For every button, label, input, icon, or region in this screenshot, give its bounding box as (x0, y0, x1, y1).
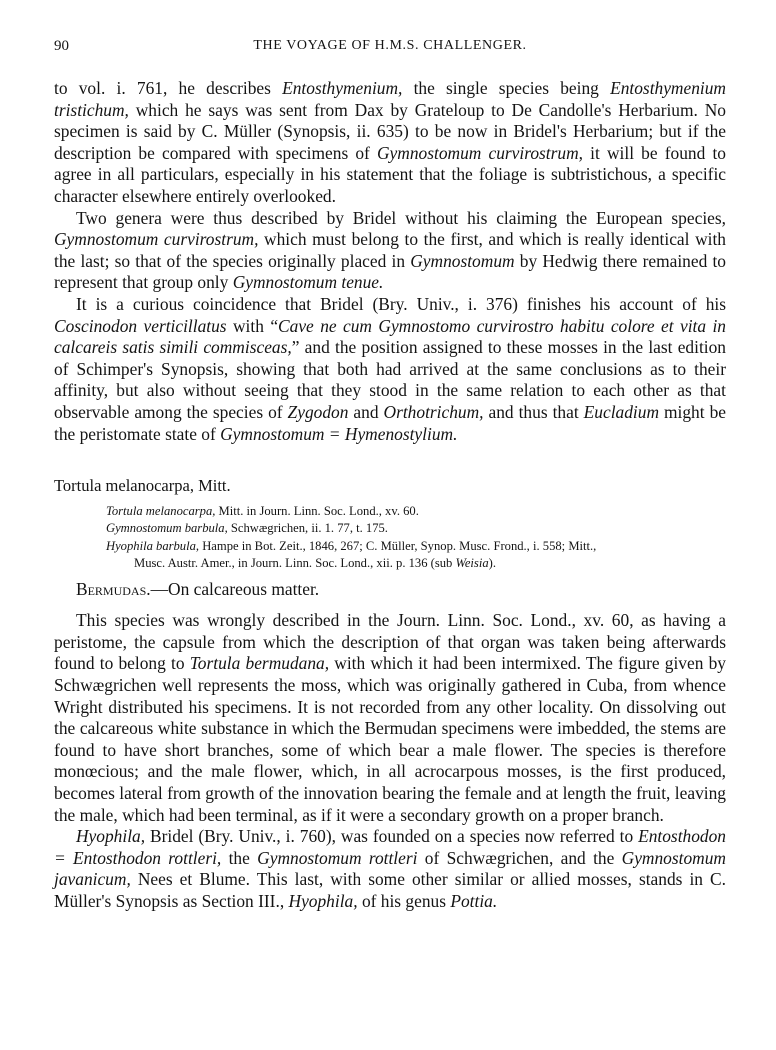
synonym-name: Hyophila barbula, (106, 538, 200, 553)
italic-run: Gymnostomum tenue. (232, 272, 384, 293)
paragraph-4 (54, 610, 726, 826)
text-run: It is a curious coincidence that Bridel (Bry. Univ., i. 376) finishes his account of his (76, 293, 726, 314)
text-run: to vol. i. 761, he describes (54, 78, 283, 98)
paragraph-5 (54, 826, 726, 912)
italic-run: Gymnostomum curvirostrum, (377, 142, 584, 163)
body-text (54, 78, 726, 913)
italic-run: Zygodon (287, 401, 349, 422)
text-run: Two genera were thus described by Bridel without his claiming the European species, (76, 207, 726, 228)
text-run: Bridel (Bry. Univ., i. 760), was founded on a species now referred to (145, 826, 639, 847)
synonym-reference: Mitt. in Journ. Linn. Soc. Lond., xv. 60. (215, 503, 419, 518)
text-run: of Schwægrichen, and the (417, 847, 622, 868)
italic-run: Hyophila, (288, 891, 358, 911)
page-header (54, 38, 726, 62)
synonym-genus: Weisia (455, 556, 489, 571)
synonym-reference: Musc. Austr. Amer., in Journ. Linn. Soc. Lond., xii. p. 136 (sub (134, 556, 456, 571)
synonym-reference: ). (488, 556, 496, 571)
species-name: Tortula melanocarpa, (54, 476, 194, 496)
text-run: the single species being (402, 78, 611, 98)
synonym-entry (106, 538, 726, 556)
italic-run: Pottia. (450, 891, 498, 911)
italic-run: Hyophila, (76, 826, 146, 847)
synonym-entry-continuation (106, 555, 726, 573)
italic-run: Orthotrichum, (383, 401, 484, 422)
species-author: Mitt. (193, 476, 231, 496)
locality-text: —On calcareous matter. (150, 578, 320, 599)
italic-run: Entosthymenium, (282, 78, 403, 98)
text-run: by Hedwig there remained to represent that group only (54, 250, 726, 293)
species-heading (54, 475, 726, 497)
paragraph-1 (54, 78, 726, 208)
italic-run: Gymnostomum (410, 250, 515, 271)
italic-run: Gymnostomum rottleri (257, 847, 418, 868)
text-run: of his genus (357, 891, 451, 911)
text-run: which he says was sent from Dax by Grateloup to De Candolle's Herbarium. No specimen is said by C. Müller (Synopsis, ii. 635) to be now in Bridel's Herbarium; but if the description be compared with specimens of (54, 99, 726, 163)
italic-run: Tortula bermudana, (189, 653, 330, 674)
text-run: ” and the position assigned to these mosses in the last edition of Schimper's Synopsis, showing that both had arrived at the same conclusions as to their affinity, but also without seeing that they stood in the same relation to each other as that observable among the species of (54, 337, 727, 422)
italic-run: Cave ne cum Gymnostomo curvirostro habitu colore et vita in calcareis satis simili commisceas, (54, 315, 726, 358)
text-run: which must belong to the first, and which is really identical with the last; so that of the species originally placed in (54, 229, 726, 271)
synonym-entry (106, 503, 726, 521)
synonym-name: Gymnostomum barbula, (106, 521, 228, 536)
italic-run: Gymnostomum curvirostrum, (54, 229, 259, 250)
italic-run: Entosthodon = Entosthodon rottleri, (54, 826, 726, 868)
italic-run: Eucladium (583, 401, 660, 422)
text-run: the (221, 847, 258, 868)
synonym-reference: Hampe in Bot. Zeit., 1846, 267; C. Müller, Synop. Musc. Frond., i. 558; Mitt., (199, 538, 597, 553)
paragraph-3 (54, 294, 726, 445)
locality-place: Bermudas. (76, 578, 151, 599)
synonymy-list (54, 503, 726, 573)
italic-run: Gymnostomum javanicum, (54, 847, 726, 890)
text-run: it will be found to agree in all particulars, especially in his statement that the foliage is subtristichous, a specific character elsewhere entirely overlooked. (54, 142, 726, 206)
text-run: This species was wrongly described in the Journ. Linn. Soc. Lond., xv. 60, as having a peristome, the capsule from which the description of that organ was taken being afterwards found to belong to (54, 610, 726, 674)
paragraph-2 (54, 208, 726, 294)
text-run: with “ (226, 315, 279, 336)
synonym-name: Tortula melanocarpa, (106, 503, 216, 518)
page-number: 90 (54, 38, 69, 54)
text-run: Nees et Blume. This last, with some other similar or allied mosses, stands in C. Müller's Synopsis as Section III., (54, 869, 726, 911)
running-title: THE VOYAGE OF H.M.S. CHALLENGER. (253, 38, 527, 53)
italic-run: Coscinodon verticillatus (54, 315, 227, 336)
text-run: and thus that (483, 401, 584, 422)
locality-line (54, 579, 726, 601)
text-run: might be the peristomate state of (54, 401, 726, 444)
synonym-reference: Schwægrichen, ii. 1. 77, t. 175. (227, 521, 388, 536)
text-run: and (348, 401, 384, 422)
synonym-entry (106, 520, 726, 538)
italic-run: Gymnostomum = Hymenostylium. (220, 423, 458, 444)
text-run: with which it had been intermixed. The figure given by Schwægrichen well represents the moss, which was originally gathered in Cuba, from whence Wright distributed his specimens. It is not recorded from any other locality. On dissolving out the calcareous white substance in which the Bermudan specimens were imbedded, the stems are found to have short branches, some of which bear a male flower. The species is therefore monœcious; and the male flower, which, in all acrocarpous mosses, is the first produced, becomes lateral from growth of the innovation bearing the female and at length the fruit, leaving the male, which had been terminal, as if it were a secondary growth on a proper branch. (54, 653, 726, 825)
italic-run: Entosthymenium tristichum, (54, 78, 726, 120)
